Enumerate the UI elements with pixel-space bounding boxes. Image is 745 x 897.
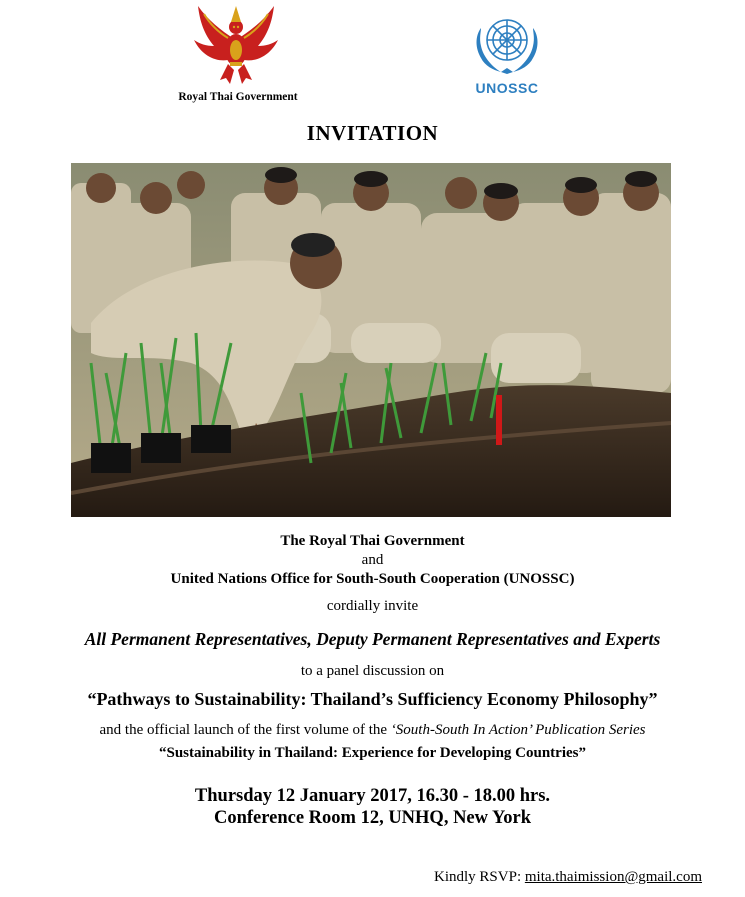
rsvp-line xyxy=(300,869,702,886)
launch-intro: and the official launch of the first volume of the xyxy=(99,722,388,738)
and-text: and xyxy=(361,552,384,568)
audience-line: All Permanent Representatives, Deputy Permanent Representatives and Experts xyxy=(84,629,661,649)
invite-text: cordially invite xyxy=(326,598,419,614)
launch-line xyxy=(0,722,745,739)
rsvp-email-link[interactable]: mita.thaimission@gmail.com xyxy=(524,869,702,885)
book-title: “Sustainability in Thailand: Experience for Developing Countries” xyxy=(159,745,586,761)
series-name: ‘South-South In Action’ Publication Series xyxy=(390,722,646,738)
invitation-title: INVITATION xyxy=(306,121,439,145)
panel-intro: to a panel discussion on xyxy=(300,663,445,679)
unossc-label: UNOSSC xyxy=(475,80,539,96)
event-datetime: Thursday 12 January 2017, 16.30 - 18.00 hrs. xyxy=(194,786,551,806)
host-royal-thai-government: The Royal Thai Government xyxy=(280,533,465,549)
panel-title: “Pathways to Sustainability: Thailand’s Sufficiency Economy Philosophy” xyxy=(87,689,658,709)
garuda-emblem-icon xyxy=(190,0,282,90)
rsvp-label: Kindly RSVP: xyxy=(434,869,522,885)
host-unossc: United Nations Office for South-South Cooperation (UNOSSC) xyxy=(170,571,575,587)
planting-photo xyxy=(71,163,671,517)
un-emblem-icon xyxy=(467,8,547,76)
event-venue: Conference Room 12, UNHQ, New York xyxy=(213,808,532,828)
royal-thai-government-label: Royal Thai Government xyxy=(178,91,298,103)
